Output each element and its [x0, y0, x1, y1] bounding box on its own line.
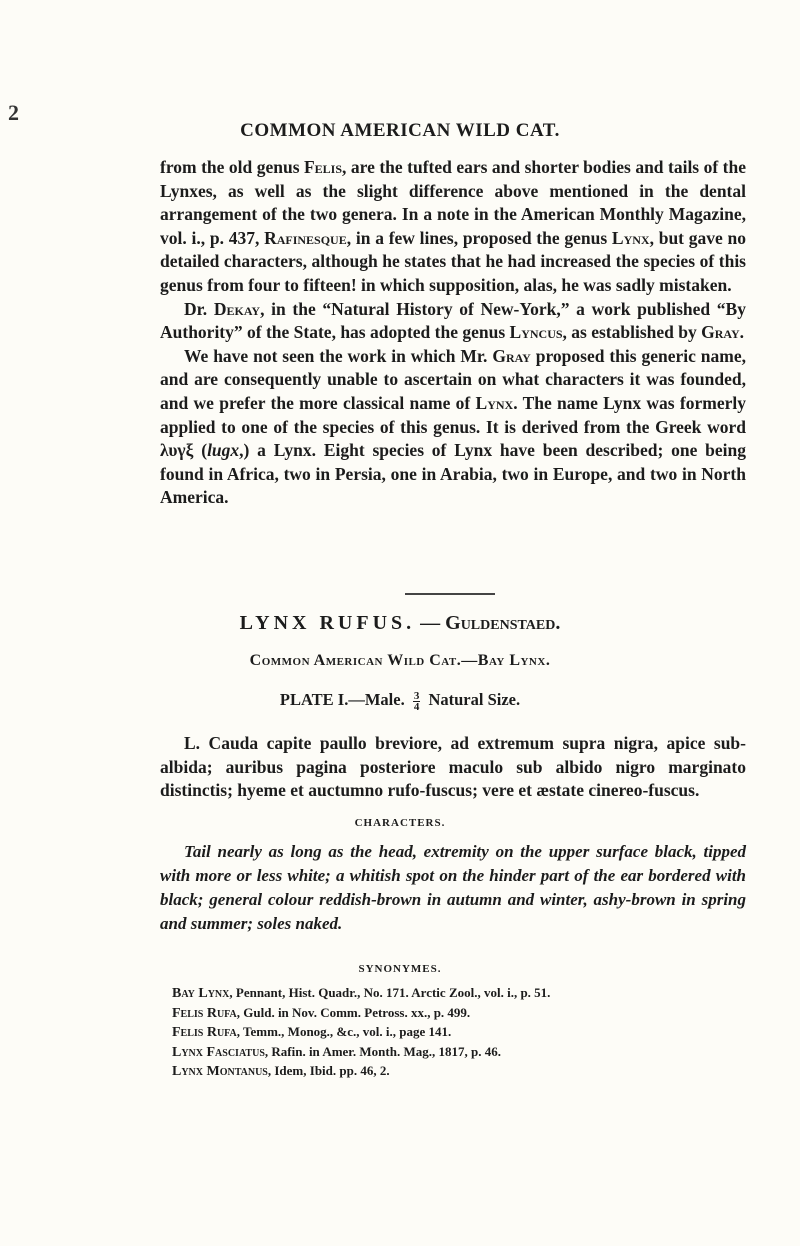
synonym-list: [172, 984, 752, 1082]
small-caps-name: Rafinesque: [264, 227, 347, 248]
common-names: Common American Wild Cat.—Bay Lynx.: [249, 652, 551, 669]
small-caps-name: Dekay: [213, 298, 261, 319]
page-number: 2: [8, 100, 19, 125]
synonym-name: Felis Rufa: [172, 1005, 237, 1021]
small-caps-name: Gray: [701, 322, 740, 343]
size-fraction: [413, 691, 421, 712]
synonym-entry: [172, 984, 752, 1004]
synonym-entry: [172, 1043, 752, 1063]
synonym-reference: , Temm., Monog., &c., vol. i., page 141.: [236, 1024, 452, 1040]
species-heading: [0, 612, 800, 635]
species-author: Guldenstaed.: [445, 612, 561, 634]
text-run: from the old genus: [160, 157, 304, 177]
synonym-name: Lynx Fasciatus: [172, 1044, 265, 1060]
small-caps-name: Lyncus: [509, 322, 563, 343]
species-heading-dash: —: [415, 612, 446, 634]
synonym-reference: , Pennant, Hist. Quadr., No. 171. Arctic Zool., vol. i., p. 51.: [229, 985, 551, 1000]
synonym-entry: [172, 1004, 752, 1024]
synonym-name: Felis Rufa: [172, 1025, 237, 1041]
fraction-numerator: 3: [413, 689, 420, 702]
section-divider: [405, 593, 495, 595]
paragraph-3: [160, 345, 746, 510]
small-caps-name: Gray: [492, 345, 531, 366]
paragraph-2: [160, 298, 746, 345]
synonym-reference: , Idem, Ibid. pp. 46, 2.: [267, 1063, 390, 1079]
text-run: .: [739, 322, 745, 343]
synonymes-heading: SYNONYMES.: [358, 963, 442, 975]
text-run: , but gave no detailed characters, although he states that he had increased the species of this genus from four to fifteen! in which supposition, alas, he was sadly mistaken.: [160, 227, 746, 295]
small-caps-name: Lynx: [611, 227, 650, 248]
text-run: Dr.: [184, 298, 214, 319]
small-caps-name: Felis: [303, 157, 343, 177]
plate-label: PLATE I.—Male.: [279, 690, 405, 709]
synonym-entry: [172, 1023, 752, 1043]
plate-line: [0, 690, 800, 712]
synonym-reference: , Rafin. in Amer. Month. Mag., 1817, p. 46.: [264, 1043, 501, 1059]
small-caps-name: Lynx: [475, 392, 514, 413]
plate-size-label: Natural Size.: [428, 690, 521, 709]
fraction-denominator: 4: [413, 700, 420, 713]
paragraph-1: [160, 156, 746, 298]
synonym-name: Bay Lynx: [172, 986, 230, 1001]
text-run: , in a few lines, proposed the genus: [346, 227, 612, 248]
text-run: , in the “Natural History of New-York,” a work published “By Authority” of the State, has adopted the genus: [160, 298, 746, 343]
text-run: . The name Lynx was formerly applied to one of the species of this genus. It is derived from the Greek word λυγξ (: [160, 392, 746, 461]
characters-heading: CHARACTERS.: [354, 817, 446, 829]
species-latin-name: LYNX RUFUS.: [239, 612, 416, 634]
latin-description: L. Cauda capite paullo breviore, ad extremum supra nigra, apice sub-albida; auribus pagina posteriore maculo sub albido nigro marginato distinctis; hyeme et auctumno rufo-fuscus; vere et æstate cinereo-fuscus.: [160, 733, 746, 801]
characters-text: Tail nearly as long as the head, extremity on the upper surface black, tipped with more or less white; a whitish spot on the hinder part of the ear bordered with black; general colour reddish-brown in autumn and winter, ashy-brown in spring and summer; soles naked.: [160, 842, 746, 933]
body-text: [160, 156, 746, 510]
text-run: , as established by: [562, 322, 702, 343]
italic-text: lugx: [207, 440, 240, 461]
synonym-reference: , Guld. in Nov. Comm. Petross. xx., p. 499.: [236, 1004, 471, 1020]
synonym-entry: [172, 1062, 752, 1082]
text-run: We have not seen the work in which Mr.: [184, 345, 493, 366]
text-run: proposed this generic name, and are consequently unable to ascertain on what characters it was founded, and we prefer the more classical name of: [160, 345, 746, 413]
synonym-name: Lynx Montanus: [172, 1064, 268, 1080]
text-run: ,) a Lynx. Eight species of Lynx have been described; one being found in Africa, two in Persia, one in Arabia, two in Europe, and two in North America.: [160, 440, 747, 508]
running-head: COMMON AMERICAN WILD CAT.: [240, 120, 560, 141]
text-run: , are the tufted ears and shorter bodies and tails of the Lynxes, as well as the slight difference above mentioned in the dental arrangement of the two genera. In a note in the American Monthly Magazine, vol. i., p. 437,: [160, 157, 746, 248]
